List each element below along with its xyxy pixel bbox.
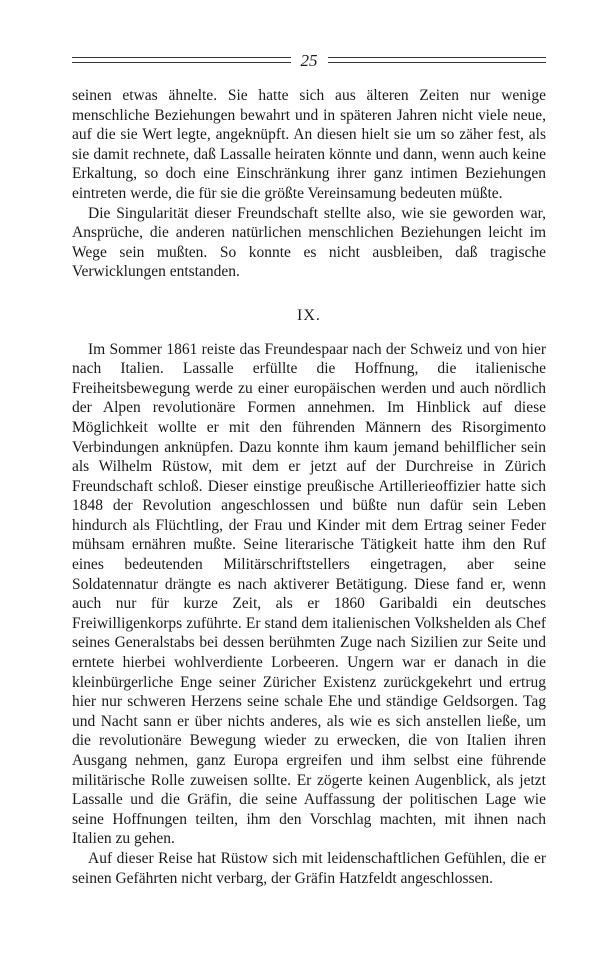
header-rule-left — [72, 57, 291, 63]
page-number: 25 — [300, 50, 318, 70]
page-body — [72, 86, 546, 888]
section-heading: IX. — [297, 306, 321, 324]
paragraph: Im Sommer 1861 reiste das Freundespaar nach der Schweiz und von hier nach Italien. Lassalle erfüllte die Hoffnung, die italienische Freiheitsbewegung werde zu einer europäischen werden und auch nördlich der Alpen revolutionäre Formen annehmen. Im Hinblick auf diese Möglichkeit wollte er mit den führenden Männern des Risorgimento Verbindungen anknüpfen. Dazu konnte ihm kaum jemand behilflicher sein als Wilhelm Rüstow, mit dem er jetzt auf der Durchreise in Zürich Freundschaft schloß. Dieser einstige preußische Artillerieoffizier hatte sich 1848 der Revolution angeschlossen und büßte nun dafür sein Leben hindurch als Flüchtling, der Frau und Kinder mit dem Ertrag seiner Feder mühsam ernähren mußte. Seine literarische Tätigkeit hatte ihm den Ruf eines bedeutenden Militärschriftstellers eingetragen, aber seine Soldatennatur drängte es nach aktiverer Betätigung. Diese fand er, wenn auch nur für kurze Zeit, als er 1860 Garibaldi ein deutsches Freiwilligenkorps zuführte. Er stand dem italienischen Volkshelden als Chef seines Generalstabs bei dessen berühmten Zuge nach Sizilien zur Seite und erntete hierbei wohlverdiente Lorbeeren. Ungern war er danach in die kleinbürgerliche Enge seiner Züricher Existenz zurückgekehrt und ertrug hier nur schweren Herzens seine schale Ehe und ständige Geldsorgen. Tag und Nacht sann er über nichts anderes, als wie es sich anstellen ließe, um die revolutionäre Bewegung wieder zu erwecken, die von Italien ihren Ausgang nehmen, ganz Europa ergreifen und ihm selbst eine führende militärische Rolle zuweisen sollte. Er zögerte keinen Augenblick, als jetzt Lassalle und die Gräfin, die seine Auffassung der politischen Lage wie seine Hoffnungen teilten, ihm den Vorschlag machten, mit ihnen nach Italien zu gehen. — [72, 340, 546, 848]
header-rule-right — [328, 57, 547, 63]
running-header — [72, 48, 546, 72]
paragraph-continued: seinen etwas ähnelte. Sie hatte sich aus älteren Zeiten nur wenige menschliche Beziehungen bewahrt und in späteren Jahren nicht viele neue, auf die sie Wert legte, angeknüpft. An diesen hielt sie um so zäher fest, als sie damit rechnete, daß Lassalle heiraten könnte und dann, wenn auch keine Erkaltung, so doch eine Einschränkung ihrer ganz intimen Beziehungen eintreten werde, die für sie die größte Vereinsamung bedeuten müßte. — [72, 87, 546, 202]
paragraph: Die Singularität dieser Freundschaft stellte also, wie sie geworden war, Ansprüche, die anderen natürlichen menschlichen Beziehungen leicht im Wege sein mußten. So konnte es nicht ausbleiben, daß tragische Verwicklungen entstanden. — [72, 204, 546, 281]
paragraph: Auf dieser Reise hat Rüstow sich mit leidenschaftlichen Gefühlen, die er seinen Gefährten nicht verbarg, der Gräfin Hatzfeldt angeschlossen. — [72, 849, 546, 887]
